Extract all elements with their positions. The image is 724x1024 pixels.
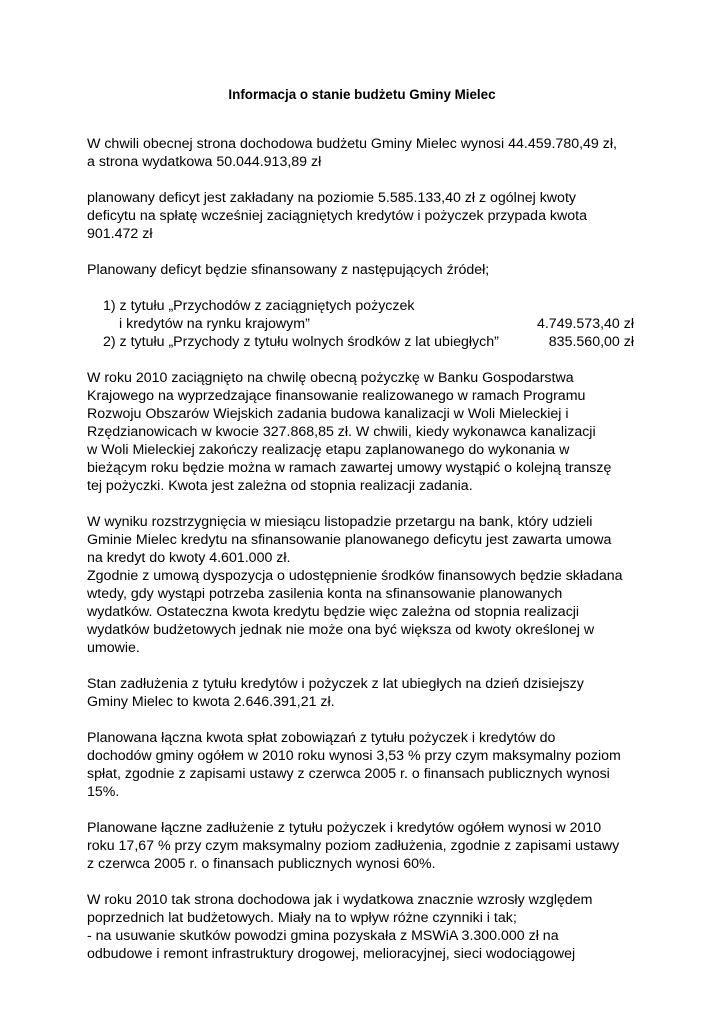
text-line: na kredyt do kwoty 4.601.000 zł.	[87, 550, 291, 566]
text-line: W wyniku rozstrzygnięcia w miesiącu listopadzie przetargu na bank, który udzieli	[87, 514, 593, 530]
text-line: wydatków budżetowych jednak nie może ona być większa od kwoty określonej w	[87, 622, 595, 638]
paragraph-budget-summary	[87, 135, 647, 171]
text-line: w Woli Mieleckiej zakończy realizację etapu zaplanowanego do wykonania w	[87, 442, 570, 458]
text-line: 15%.	[87, 784, 120, 800]
document-title: Informacja o stanie budżetu Gminy Mielec	[228, 87, 496, 102]
source-item-1-label: 1) z tytułu „Przychodów z zaciągniętych pożyczek	[103, 298, 415, 314]
text-line: Rzędzianowicach w kwocie 327.868,85 zł. W chwili, kiedy wykonawca kanalizacji	[87, 424, 596, 440]
text-line: W roku 2010 tak strona dochodowa jak i wydatkowa znacznie wzrosły względem	[87, 892, 593, 908]
source-item-1-label-cont: i kredytów na rynku krajowym”	[119, 316, 310, 332]
text-line: tej pożyczki. Kwota jest zależna od stopnia realizacji zadania.	[87, 478, 473, 494]
text-line: Planowane łączne zadłużenie z tytułu pożyczek i kredytów ogółem wynosi w 2010	[87, 820, 602, 836]
source-item-1	[87, 297, 647, 315]
source-item-2-amount: 835.560,00 zł	[548, 334, 634, 350]
text-line: z czerwca 2005 r. o finansach publicznych wynosi 60%.	[87, 856, 436, 872]
text-line: odbudowe i remont infrastruktury drogowej, melioracyjnej, sieci wodociągowej	[87, 946, 576, 962]
text-line: 901.472 zł	[87, 226, 153, 242]
text-line: Krajowego na wyprzedzające finansowanie realizowanego w ramach Programu	[87, 388, 586, 404]
text-line: spłat, zgodnie z zapisami ustawy z czerwca 2005 r. o finansach publicznych wynosi	[87, 766, 610, 782]
text-line: roku 17,67 % przy czym maksymalny poziom zadłużenia, zgodnie z zapisami ustawy	[87, 838, 620, 854]
source-item-2-label: 2) z tytułu „Przychody z tytułu wolnych środków z lat ubiegłych”	[103, 334, 499, 350]
text-line: - na usuwanie skutków powodzi gmina pozyskała z MSWiA 3.300.000 zł na	[87, 928, 559, 944]
paragraph-bgk-loan	[87, 369, 647, 495]
source-item-2	[87, 333, 647, 351]
paragraph-tender	[87, 513, 647, 567]
text-line: Stan zadłużenia z tytułu kredytów i pożyczek z lat ubiegłych na dzień dzisiejszy	[87, 676, 584, 692]
text-line: W chwili obecnej strona dochodowa budżetu Gminy Mielec wynosi 44.459.780,49 zł,	[87, 136, 617, 152]
document-body	[87, 135, 647, 981]
text-line: Gminy Mielec to kwota 2.646.391,21 zł.	[87, 694, 335, 710]
text-line: Zgodnie z umową dyspozycja o udostępnienie środków finansowych będzie składana	[87, 568, 623, 584]
paragraph-repayment-ratio	[87, 729, 647, 801]
text-line: planowany deficyt jest zakładany na poziomie 5.585.133,40 zł z ogólnej kwoty	[87, 190, 576, 206]
text-line: bieżącym roku będzie można w ramach zawartej umowy wystąpić o kolejną transzę	[87, 460, 612, 476]
text-line: wydatków. Ostateczna kwota kredytu będzie więc zależna od stopnia realizacji	[87, 604, 580, 620]
text-line: a strona wydatkowa 50.044.913,89 zł	[87, 154, 322, 170]
text-line: Gminie Mielec kredytu na sfinansowanie planowanego deficytu jest zawarta umowa	[87, 532, 612, 548]
text-line: W roku 2010 zaciągnięto na chwilę obecną pożyczkę w Banku Gospodarstwa	[87, 370, 574, 386]
source-item-1-cont	[87, 315, 647, 333]
paragraph-debt-ratio	[87, 819, 647, 873]
paragraph-debt-status	[87, 675, 647, 711]
paragraph-sources-intro	[87, 261, 647, 279]
paragraph-deficit	[87, 189, 647, 243]
text-line: poprzednich lat budżetowych. Miały na to wpływ różne czynniki i tak;	[87, 910, 517, 926]
text-line: umowie.	[87, 640, 140, 656]
text-line: dochodów gminy ogółem w 2010 roku wynosi 3,53 % przy czym maksymalny poziom	[87, 748, 621, 764]
paragraph-growth-factors	[87, 891, 647, 963]
text-line: wtedy, gdy wystąpi potrzeba zasilenia konta na sfinansowanie planowanych	[87, 586, 563, 602]
text-line: Planowana łączna kwota spłat zobowiązań z tytułu pożyczek i kredytów do	[87, 730, 556, 746]
source-item-1-amount: 4.749.573,40 zł	[536, 316, 634, 332]
text-line: deficytu na spłatę wcześniej zaciągniętych kredytów i pożyczek przypada kwota	[87, 208, 587, 224]
sources-list	[87, 297, 647, 351]
text-line: Planowany deficyt będzie sfinansowany z następujących źródeł;	[87, 262, 490, 278]
paragraph-credit-terms	[87, 567, 647, 657]
text-line: Rozwoju Obszarów Wiejskich zadania budowa kanalizacji w Woli Mieleckiej i	[87, 406, 569, 422]
